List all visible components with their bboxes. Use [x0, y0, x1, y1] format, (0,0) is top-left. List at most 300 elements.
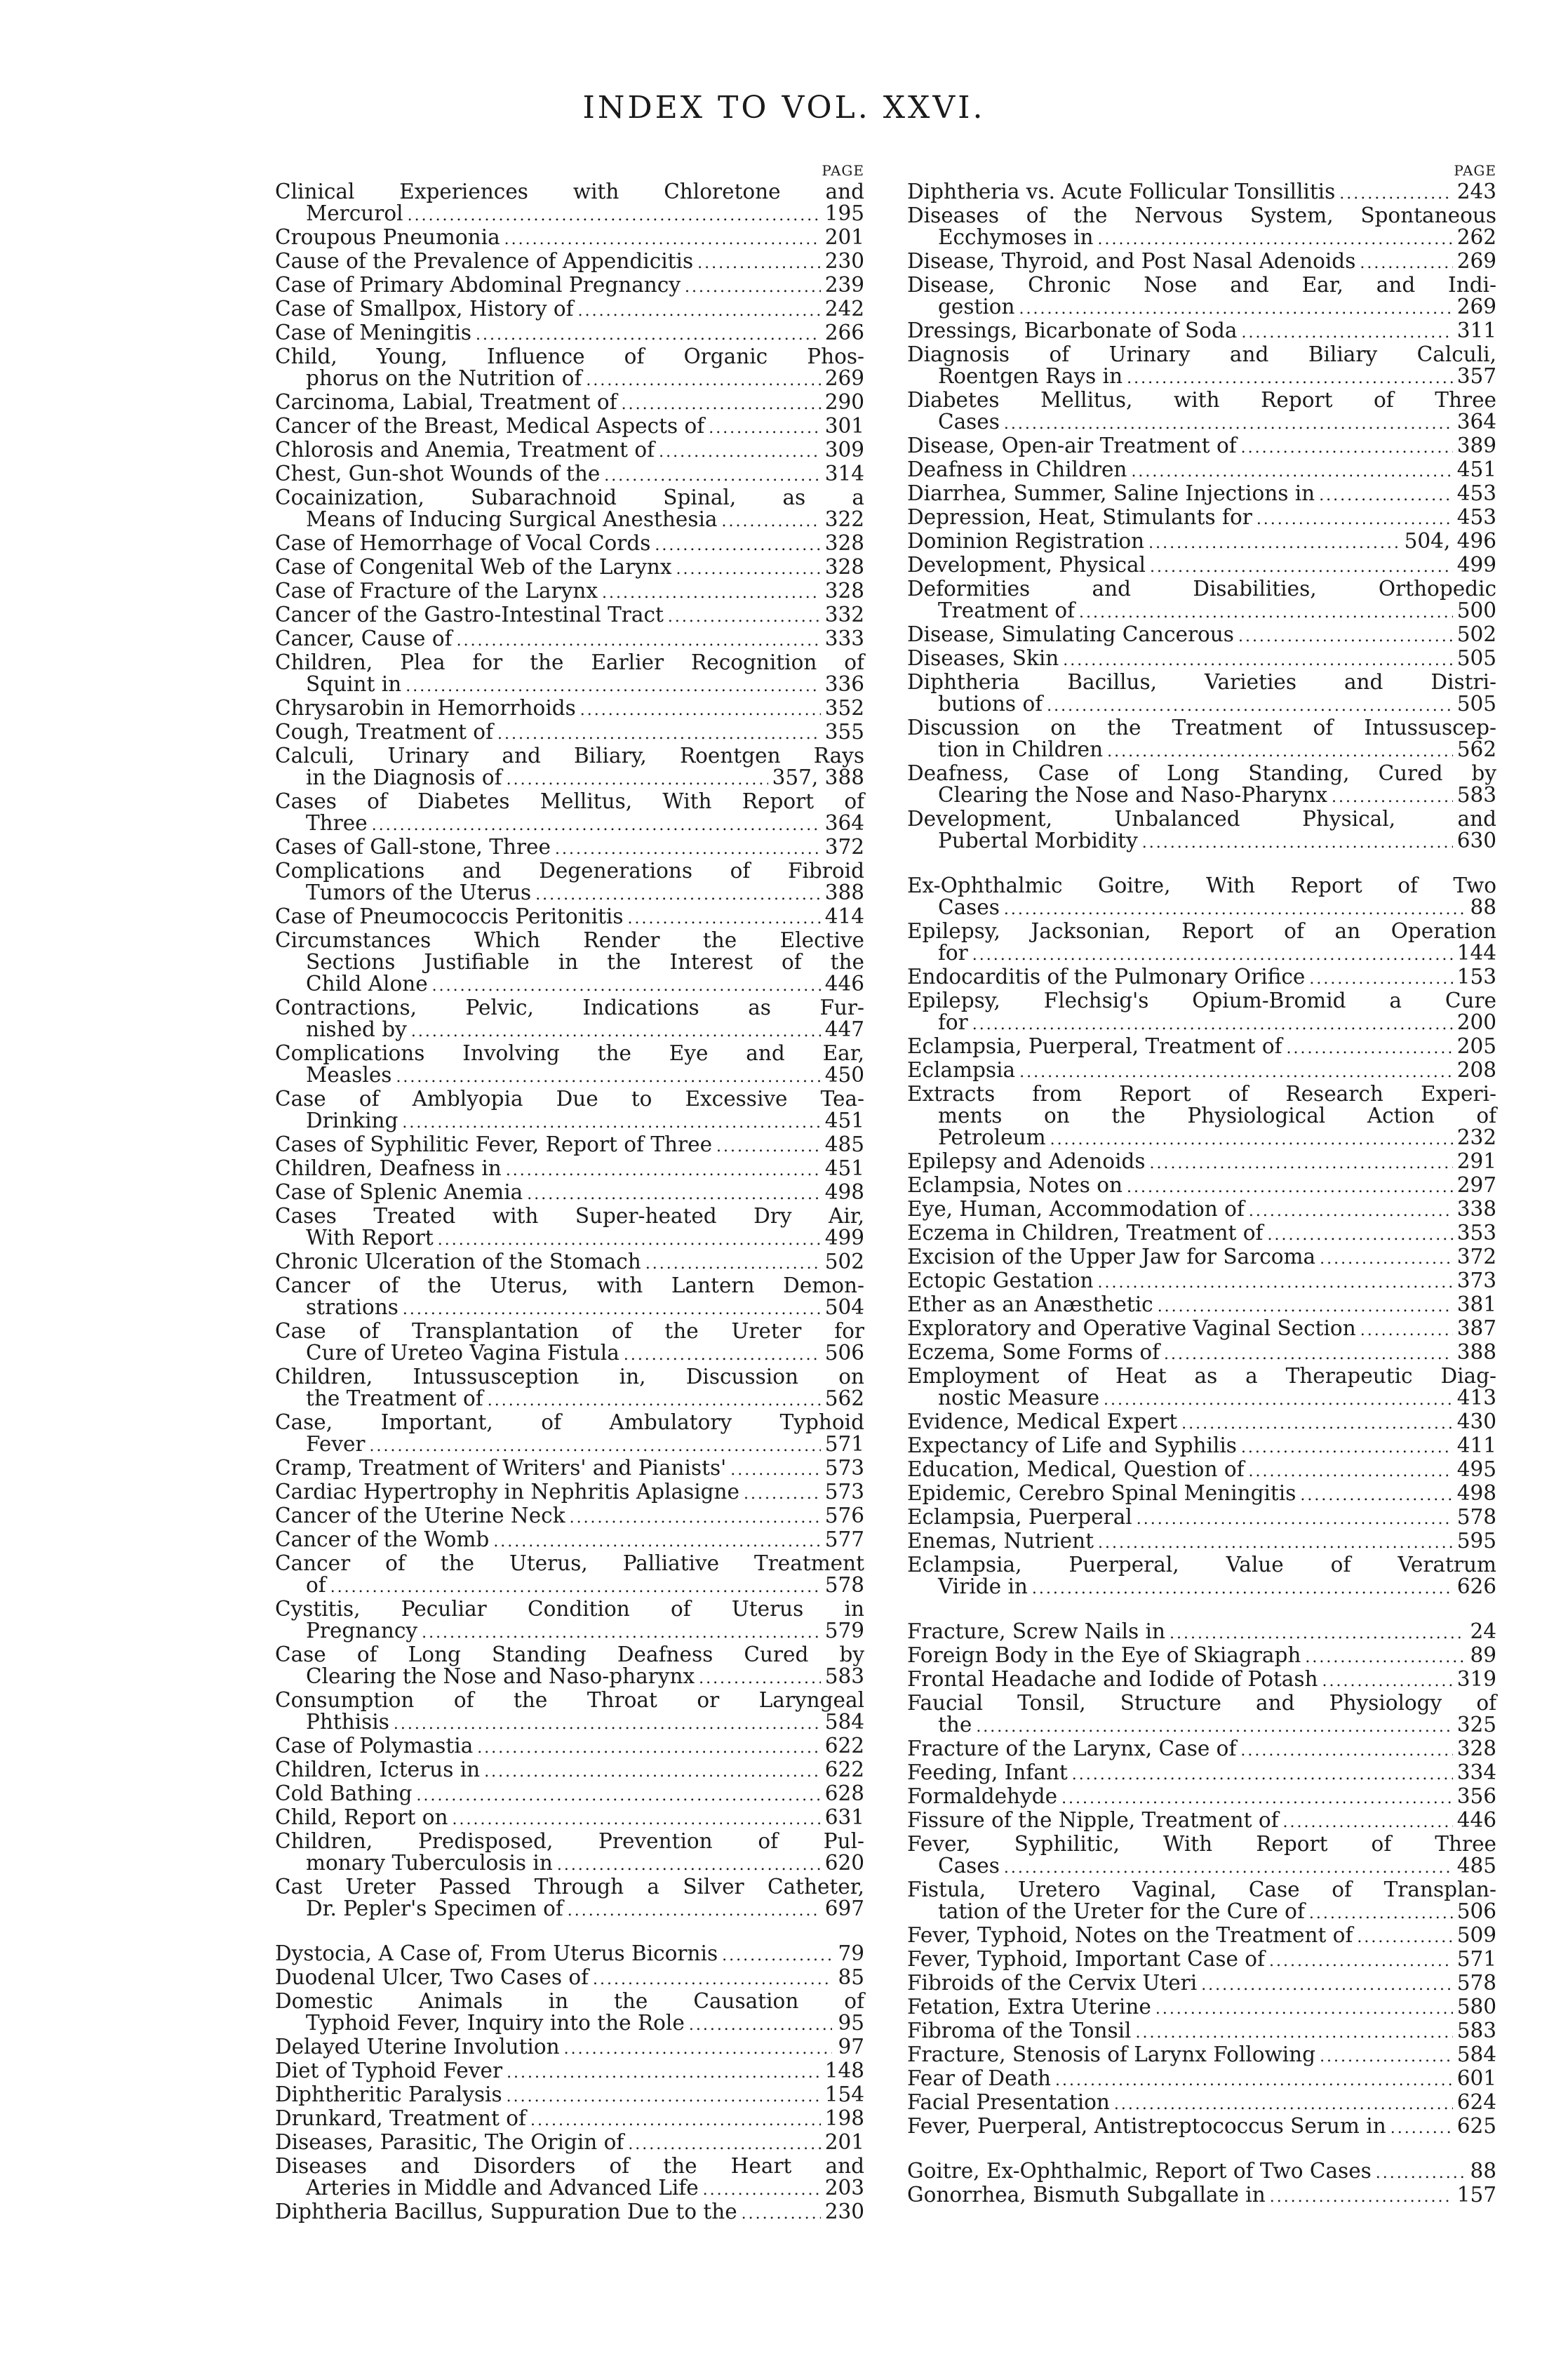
entry-text: Diphtheria vs. Acute Follicular Tonsillitis: [907, 180, 1336, 203]
entry-text: Eye, Human, Accommodation of: [907, 1197, 1245, 1221]
entry-line: [907, 1972, 1496, 1996]
leader-dots: [622, 394, 821, 415]
entry-text: Case of Primary Abdominal Pregnancy: [275, 273, 681, 297]
leader-dots: [1309, 1903, 1453, 1925]
page-number: 357, 388: [772, 765, 864, 789]
leader-dots: [1201, 1974, 1453, 1996]
leader-dots: [411, 1021, 821, 1043]
entry-text: Evidence, Medical Expert: [907, 1410, 1178, 1433]
page-number: 697: [824, 1897, 864, 1920]
entry-text: Diseases, Parasitic, The Origin of: [275, 2130, 624, 2154]
page-number: 388: [824, 881, 864, 904]
index-entry: [907, 2115, 1496, 2139]
page-number: 338: [1456, 1197, 1496, 1221]
page-number: 291: [1456, 1149, 1496, 1173]
entry-line: [907, 1105, 1496, 1127]
entry-line: [907, 320, 1496, 344]
page-number: 485: [824, 1132, 864, 1156]
index-entry: [275, 721, 864, 745]
entry-text: Cases of Gall-stone, Three: [275, 835, 551, 859]
leader-dots: [1098, 1272, 1453, 1294]
entry-line: [907, 2068, 1496, 2092]
page-number: 595: [1456, 1529, 1496, 1553]
entry-line: [275, 1783, 864, 1807]
leader-dots: [497, 723, 821, 745]
leader-dots: [580, 700, 821, 721]
leader-dots: [1241, 437, 1453, 459]
page-number: 499: [824, 1226, 864, 1250]
entry-text: Gonorrhea, Bismuth Subgallate in: [907, 2183, 1266, 2207]
entry-line: [907, 1855, 1496, 1879]
page-number: 626: [1456, 1574, 1496, 1598]
index-entry: [275, 860, 864, 906]
page-number: 430: [1456, 1410, 1496, 1433]
entry-line: [907, 1692, 1496, 1714]
entry-text: Delayed Uterine Involution: [275, 2035, 560, 2059]
page-number: 578: [1456, 1505, 1496, 1529]
entry-line: [907, 1127, 1496, 1151]
entry-text: strations: [306, 1295, 398, 1319]
leader-dots: [564, 2038, 832, 2060]
entry-text: Squint in: [306, 672, 402, 696]
index-entry: [275, 930, 864, 997]
entry-text: Faucial Tonsil, Structure and Physiology of: [907, 1691, 1496, 1715]
entry-text: the: [938, 1713, 972, 1737]
page-number: 509: [1456, 1923, 1496, 1947]
entry-text: Children, Icterus in: [275, 1758, 481, 1781]
index-entry: [275, 1366, 864, 1412]
index-entry: [275, 997, 864, 1043]
page-number: 311: [1456, 319, 1496, 342]
leader-dots: [976, 1716, 1452, 1738]
leader-dots: [535, 884, 821, 906]
running-head: INDEX TO VOL. XXVI.: [582, 90, 986, 126]
entry-text: Viride in: [938, 1574, 1028, 1598]
entry-text: tion in Children: [938, 737, 1104, 761]
section-gap: [275, 1922, 864, 1943]
entry-line: [275, 509, 864, 533]
page-number: 571: [824, 1432, 864, 1456]
entry-text: Sections Justifiable in the Interest of the: [306, 950, 864, 974]
index-entry: [275, 1505, 864, 1529]
leader-dots: [1136, 2022, 1453, 2044]
entry-line: [907, 921, 1496, 942]
entry-text: Diseases, Skin: [907, 646, 1059, 670]
index-entry: [907, 1246, 1496, 1270]
page-number: 576: [824, 1504, 864, 1527]
leader-dots: [602, 582, 821, 604]
entry-line: [275, 2155, 864, 2177]
entry-text: Epilepsy, Flechsig's Opium-Bromid a Cure: [907, 989, 1496, 1012]
entry-text: Arteries in Middle and Advanced Life: [306, 2176, 699, 2200]
entry-line: [907, 784, 1496, 808]
leader-dots: [506, 1160, 821, 1182]
leader-dots: [593, 1969, 832, 1991]
leader-dots: [1360, 1320, 1453, 1342]
index-entry: [275, 1967, 864, 1991]
page-number: 413: [1456, 1386, 1496, 1410]
leader-dots: [697, 253, 821, 274]
page-number: 573: [824, 1456, 864, 1480]
leader-dots: [507, 769, 768, 791]
page-number: 620: [824, 1851, 864, 1875]
leader-dots: [432, 975, 821, 997]
leader-dots: [1322, 1671, 1453, 1692]
entry-line: [275, 1251, 864, 1275]
index-entry: [275, 1598, 864, 1644]
index-entry: [907, 875, 1496, 921]
entry-text: Case of Amblyopia Due to Excessive Tea-: [275, 1087, 864, 1111]
entry-text: Mercurol: [306, 201, 403, 225]
page-number: 506: [1456, 1899, 1496, 1923]
leader-dots: [1320, 1248, 1453, 1270]
entry-text: for: [938, 941, 968, 965]
index-entry: [275, 250, 864, 274]
page-number: 446: [824, 972, 864, 996]
leader-dots: [655, 535, 820, 556]
page-number: 198: [824, 2106, 864, 2130]
page-number: 97: [838, 2035, 864, 2059]
entry-text: Cure of Ureteo Vagina Fistula: [306, 1341, 619, 1365]
entry-line: [907, 648, 1496, 671]
entry-line: [275, 930, 864, 951]
index-entry: [275, 2201, 864, 2225]
page-number: 336: [824, 672, 864, 696]
entry-text: Domestic Animals in the Causation of: [275, 1989, 864, 2013]
index-entry: [907, 181, 1496, 205]
entry-text: Cases: [938, 1854, 1000, 1878]
page-number: 230: [824, 2200, 864, 2223]
leader-dots: [578, 300, 821, 322]
entry-text: Cocainization, Subarachnoid Spinal, as a: [275, 486, 864, 509]
index-entry: [275, 1320, 864, 1366]
index-entry: [275, 1807, 864, 1831]
page-number: 89: [1470, 1643, 1496, 1667]
index-entry: [275, 227, 864, 250]
entry-text: Three: [306, 811, 368, 835]
entry-text: Drunkard, Treatment of: [275, 2106, 526, 2130]
entry-line: [275, 721, 864, 745]
entry-text: Chlorosis and Anemia, Treatment of: [275, 438, 655, 462]
entry-line: [907, 1175, 1496, 1198]
entry-line: [275, 860, 864, 882]
index-entry: [275, 392, 864, 415]
entry-line: [907, 1833, 1496, 1855]
entry-text: Endocarditis of the Pulmonary Orifice: [907, 965, 1306, 989]
entry-line: [275, 1158, 864, 1182]
page-number: 372: [824, 835, 864, 859]
index-entry: [275, 1412, 864, 1457]
leader-dots: [1104, 1389, 1453, 1411]
entry-text: Chronic Ulceration of the Stomach: [275, 1250, 641, 1273]
entry-line: [275, 1529, 864, 1553]
entry-text: Child, Young, Influence of Organic Phos-: [275, 345, 864, 368]
entry-line: [907, 389, 1496, 411]
leader-dots: [416, 1785, 820, 1807]
page-number: 502: [1456, 622, 1496, 646]
page-number: 562: [824, 1386, 864, 1410]
index-entry: [275, 836, 864, 860]
index-entry: [275, 1182, 864, 1205]
page-number: 580: [1456, 1995, 1496, 2019]
entry-line: [907, 624, 1496, 648]
leader-dots: [568, 1900, 821, 1922]
page-number: 353: [1456, 1221, 1496, 1245]
index-entry: [907, 648, 1496, 671]
entry-text: Frontal Headache and Iodide of Potash: [907, 1667, 1318, 1691]
entry-text: Clearing the Nose and Naso-pharynx: [306, 1664, 695, 1688]
page-number: 414: [824, 904, 864, 928]
entry-line: [275, 1574, 864, 1598]
entry-text: Formaldehyde: [907, 1784, 1058, 1808]
entry-text: Contractions, Pelvic, Indications as Fur-: [275, 996, 864, 1019]
page-number: 357: [1456, 364, 1496, 388]
index-entry: [275, 1088, 864, 1134]
entry-text: Eclampsia: [907, 1058, 1016, 1082]
entry-line: [907, 435, 1496, 459]
index-entry: [275, 1205, 864, 1251]
index-entry: [907, 1459, 1496, 1483]
index-entry: [907, 966, 1496, 990]
leader-dots: [1050, 1129, 1453, 1151]
index-entry: [275, 628, 864, 652]
entry-text: phorus on the Nutrition of: [306, 366, 582, 390]
entry-line: [907, 274, 1496, 296]
index-entry: [907, 1342, 1496, 1365]
entry-text: Case of Splenic Anemia: [275, 1180, 523, 1204]
index-entry: [907, 1621, 1496, 1645]
page-number: 201: [824, 225, 864, 249]
page-number: 601: [1456, 2066, 1496, 2090]
page-number: 450: [824, 1063, 864, 1087]
entry-line: [907, 2184, 1496, 2208]
leader-dots: [1391, 2118, 1453, 2139]
entry-line: [275, 1598, 864, 1620]
page-number: 372: [1456, 1245, 1496, 1269]
entry-text: Fever, Puerperal, Antistreptococcus Serum in: [907, 2114, 1386, 2138]
leader-dots: [484, 1761, 821, 1783]
index-entry: [275, 1831, 864, 1876]
leader-dots: [530, 2110, 821, 2132]
index-entry: [907, 1554, 1496, 1600]
page-number: 319: [1456, 1667, 1496, 1691]
leader-dots: [507, 2062, 821, 2084]
page-number: 301: [824, 414, 864, 438]
index-entry: [907, 1948, 1496, 1972]
leader-dots: [1249, 1461, 1453, 1483]
entry-text: Case of Congenital Web of the Larynx: [275, 555, 672, 579]
entry-line: [907, 1786, 1496, 1810]
index-entry: [907, 808, 1496, 854]
entry-text: ments on the Physiological Action of: [938, 1104, 1496, 1128]
entry-text: Fistula, Uretero Vaginal, Case of Transplan-: [907, 1878, 1496, 1901]
index-entry: [907, 459, 1496, 483]
page-number: 95: [838, 2011, 864, 2035]
leader-dots: [402, 1112, 820, 1134]
page-number: 579: [824, 1619, 864, 1643]
index-entry: [907, 530, 1496, 554]
page-number: 562: [1456, 737, 1496, 761]
page-number: 502: [824, 1250, 864, 1273]
leader-dots: [1063, 650, 1452, 671]
entry-line: [907, 1246, 1496, 1270]
entry-line: [907, 1059, 1496, 1083]
entry-text: Fetation, Extra Uterine: [907, 1995, 1151, 2019]
leader-dots: [1360, 253, 1452, 274]
page-number: 364: [824, 811, 864, 835]
entry-text: Eclampsia, Puerperal, Value of Veratrum: [907, 1553, 1496, 1577]
leader-dots: [370, 1436, 821, 1457]
page-number: 88: [1470, 895, 1496, 919]
index-entry: [907, 1059, 1496, 1083]
entry-text: Cases of Syphilitic Fever, Report of Three: [275, 1132, 713, 1156]
entry-text: Cancer of the Breast, Medical Aspects of: [275, 414, 705, 438]
entry-line: [275, 1505, 864, 1529]
index-entry: [907, 1294, 1496, 1318]
entry-line: [907, 2044, 1496, 2068]
leader-dots: [557, 1854, 821, 1876]
index-entry: [907, 274, 1496, 320]
leader-dots: [1283, 1812, 1453, 1833]
leader-dots: [504, 229, 821, 250]
page-number: 88: [1470, 2159, 1496, 2183]
index-entry: [275, 487, 864, 533]
leader-dots: [527, 1184, 820, 1205]
entry-line: [275, 906, 864, 930]
index-entry: [907, 435, 1496, 459]
entry-line: [907, 1318, 1496, 1342]
page-number: 631: [824, 1805, 864, 1829]
entry-line: [275, 1275, 864, 1297]
entry-line: [907, 459, 1496, 483]
index-entry: [907, 671, 1496, 717]
leader-dots: [668, 606, 821, 628]
entry-line: [275, 487, 864, 509]
leader-dots: [1240, 1740, 1452, 1762]
entry-line: [275, 181, 864, 203]
entry-text: Ether as an Anæsthetic: [907, 1292, 1153, 1316]
entry-line: [907, 897, 1496, 921]
entry-text: Carcinoma, Labial, Treatment of: [275, 390, 617, 414]
entry-line: [275, 1807, 864, 1831]
leader-dots: [685, 276, 821, 298]
page-number: 577: [824, 1527, 864, 1551]
leader-dots: [1061, 1788, 1453, 1810]
entry-text: Cases: [938, 895, 1000, 919]
leader-dots: [1309, 968, 1452, 990]
entry-text: Discussion on the Treatment of Intussuscep-: [907, 716, 1496, 740]
entry-line: [275, 882, 864, 906]
entry-text: Cases of Diabetes Mellitus, With Report of: [275, 789, 864, 813]
entry-text: Cardiac Hypertrophy in Nephritis Aplasigne: [275, 1480, 739, 1504]
leader-dots: [1181, 1413, 1453, 1435]
index-entry: [907, 990, 1496, 1036]
page-number: 504, 496: [1404, 529, 1496, 553]
page-number: 328: [1456, 1737, 1496, 1760]
entry-text: Deformities and Disabilities, Orthopedic: [907, 577, 1496, 601]
entry-text: Chrysarobin in Hemorrhoids: [275, 696, 576, 720]
index-entry: [907, 2044, 1496, 2068]
page-number: 269: [824, 366, 864, 390]
entry-line: [907, 693, 1496, 717]
leader-dots: [1004, 413, 1453, 435]
leader-dots: [1320, 2046, 1453, 2068]
entry-text: Cancer, Cause of: [275, 627, 453, 650]
page-number: 328: [824, 531, 864, 555]
leader-dots: [1055, 2070, 1453, 2092]
entry-text: Eczema, Some Forms of: [907, 1340, 1160, 1364]
entry-line: [275, 1110, 864, 1134]
index-entry: [275, 1158, 864, 1182]
entry-line: [275, 322, 864, 346]
page-number: 205: [1456, 1034, 1496, 1058]
page-number: 446: [1456, 1808, 1496, 1832]
page-number: 157: [1456, 2183, 1496, 2207]
leader-dots: [703, 2179, 821, 2201]
page-number: 154: [824, 2082, 864, 2106]
leader-dots: [477, 1737, 820, 1759]
entry-text: Croupous Pneumonia: [275, 225, 500, 249]
entry-text: Eclampsia, Puerperal, Treatment of: [907, 1034, 1282, 1058]
page-number: 148: [824, 2059, 864, 2082]
index-entry: [275, 463, 864, 487]
entry-text: Case of Fracture of the Larynx: [275, 579, 598, 603]
leader-dots: [1131, 461, 1452, 483]
entry-line: [275, 951, 864, 973]
entry-line: [907, 344, 1496, 366]
index-entry: [907, 389, 1496, 435]
index-entry: [907, 1879, 1496, 1925]
entry-line: [275, 415, 864, 439]
entry-text: Fever, Syphilitic, With Report of Three: [907, 1832, 1496, 1856]
leader-dots: [1098, 229, 1453, 250]
entry-text: Foreign Body in the Eye of Skiagraph: [907, 1643, 1301, 1667]
leader-dots: [1019, 298, 1453, 320]
index-entry: [275, 1876, 864, 1922]
entry-line: [275, 697, 864, 721]
entry-text: Chest, Gun-shot Wounds of the: [275, 462, 601, 486]
page-number: 622: [824, 1758, 864, 1781]
entry-text: Eczema in Children, Treatment of: [907, 1221, 1264, 1245]
page-number: 583: [1456, 2019, 1496, 2042]
entry-line: [275, 1898, 864, 1922]
entry-line: [907, 1668, 1496, 1692]
index-entry: [275, 1991, 864, 2036]
page-number: 352: [824, 696, 864, 720]
index-entry: [275, 604, 864, 628]
entry-line: [275, 1205, 864, 1227]
index-entry: [907, 320, 1496, 344]
entry-text: Ectopic Gestation: [907, 1269, 1094, 1292]
index-entry: [907, 554, 1496, 578]
entry-line: [907, 1810, 1496, 1833]
leader-dots: [1164, 1344, 1453, 1365]
index-entry: [275, 697, 864, 721]
index-entry: [907, 250, 1496, 274]
index-entry: [907, 344, 1496, 389]
entry-line: [275, 463, 864, 487]
entry-text: Complications Involving the Eye and Ear,: [275, 1041, 864, 1065]
entry-text: Typhoid Fever, Inquiry into the Role: [306, 2011, 685, 2035]
page-number: 203: [824, 2176, 864, 2200]
entry-line: [907, 990, 1496, 1012]
index-entry: [275, 2132, 864, 2155]
entry-line: [275, 1831, 864, 1852]
leader-dots: [1107, 741, 1453, 763]
index-entry: [275, 2084, 864, 2108]
entry-text: Fracture, Screw Nails in: [907, 1619, 1165, 1643]
entry-line: [907, 1387, 1496, 1411]
